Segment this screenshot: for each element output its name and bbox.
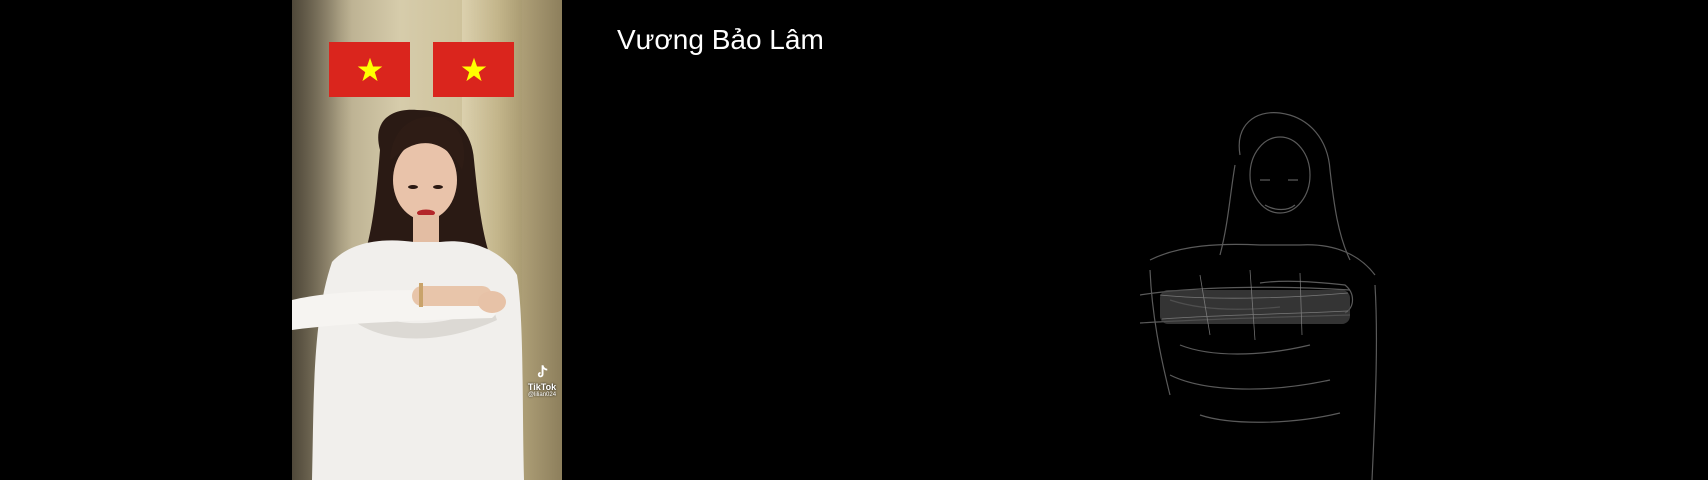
tiktok-label: TikTok xyxy=(527,382,557,392)
edge-detection-silhouette xyxy=(1140,95,1400,480)
tiktok-watermark xyxy=(524,363,560,398)
page-title: Vương Bảo Lâm xyxy=(617,24,824,55)
tiktok-username: @lilian024 xyxy=(527,392,557,398)
person-figure xyxy=(292,0,562,480)
tiktok-icon xyxy=(533,363,551,381)
edge-map-panel xyxy=(1140,95,1400,480)
video-frame xyxy=(292,0,562,480)
